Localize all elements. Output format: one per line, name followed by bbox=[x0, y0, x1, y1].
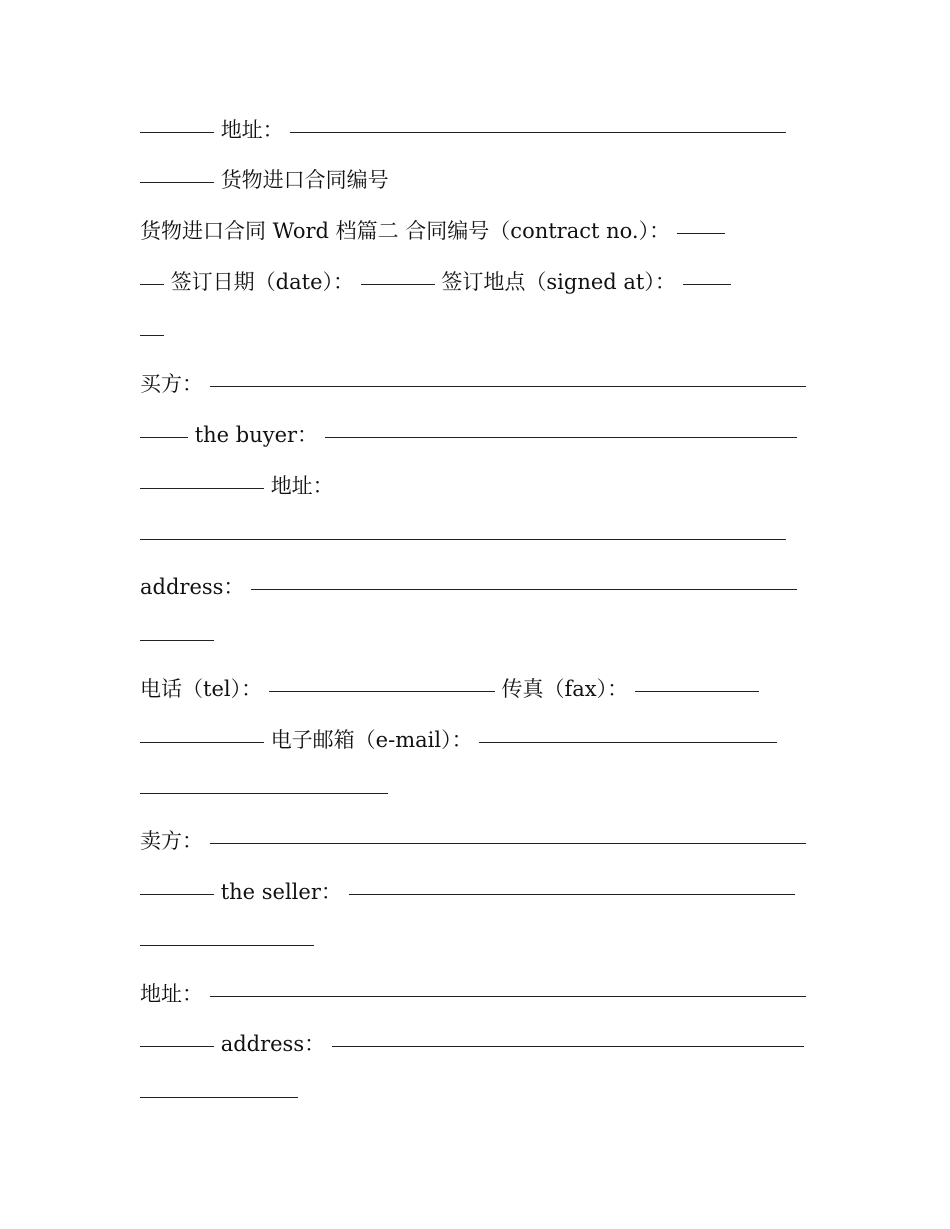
buyer-address-en-field-continued[interactable] bbox=[140, 639, 214, 641]
seller-field[interactable] bbox=[210, 842, 806, 844]
buyer-address-en-label: address： bbox=[140, 575, 245, 599]
buyer-field-continued[interactable] bbox=[140, 436, 188, 438]
signed-at-field-continued[interactable] bbox=[140, 334, 164, 336]
blank-field[interactable] bbox=[140, 181, 214, 183]
address-field[interactable] bbox=[290, 131, 786, 133]
contract-number-label: 货物进口合同 Word 档篇二 合同编号（contract no.）： bbox=[140, 219, 671, 243]
the-buyer-line bbox=[140, 415, 797, 455]
signed-at-continued-line bbox=[140, 313, 164, 353]
date-label: 签订日期（date）： bbox=[170, 270, 355, 294]
fax-field[interactable] bbox=[635, 690, 759, 692]
buyer-label: 买方： bbox=[140, 372, 203, 396]
seller-line bbox=[140, 821, 806, 861]
the-buyer-field[interactable] bbox=[325, 436, 797, 438]
buyer-address-en-continued-line bbox=[140, 618, 214, 658]
buyer-address-en-field[interactable] bbox=[251, 588, 797, 590]
contract-number-field[interactable] bbox=[677, 232, 725, 234]
fax-label: 传真（fax）： bbox=[501, 677, 629, 701]
the-seller-field-continued[interactable] bbox=[140, 944, 314, 946]
the-seller-line bbox=[140, 872, 795, 912]
seller-label: 卖方： bbox=[140, 829, 203, 853]
address-line-1 bbox=[140, 110, 786, 150]
the-seller-field[interactable] bbox=[349, 893, 795, 895]
email-label: 电子邮箱（e-mail）： bbox=[270, 728, 473, 752]
date-field[interactable] bbox=[361, 283, 435, 285]
fax-field-continued[interactable] bbox=[140, 741, 264, 743]
tel-fax-line bbox=[140, 669, 759, 709]
tel-field[interactable] bbox=[269, 690, 495, 692]
seller-address-en-label: address： bbox=[220, 1032, 326, 1056]
seller-address-field[interactable] bbox=[210, 995, 806, 997]
buyer-field[interactable] bbox=[210, 385, 806, 387]
email-line bbox=[140, 720, 777, 760]
email-field-continued[interactable] bbox=[140, 792, 388, 794]
contract-number-line bbox=[140, 211, 725, 251]
date-place-line bbox=[140, 262, 731, 302]
contract-number-field-continued[interactable] bbox=[140, 283, 164, 285]
seller-address-en-field-continued[interactable] bbox=[140, 1096, 298, 1098]
the-seller-label: the seller： bbox=[220, 880, 342, 904]
buyer-address-blank-line bbox=[140, 517, 786, 557]
buyer-address-field[interactable] bbox=[140, 538, 786, 540]
email-field[interactable] bbox=[479, 741, 777, 743]
buyer-address-line bbox=[140, 466, 334, 506]
the-seller-continued-line bbox=[140, 923, 314, 963]
the-buyer-label: the buyer： bbox=[194, 423, 319, 447]
seller-address-line bbox=[140, 974, 806, 1014]
seller-address-label: 地址： bbox=[140, 982, 203, 1006]
blank-field[interactable] bbox=[140, 131, 214, 133]
buyer-line bbox=[140, 364, 806, 404]
address-label: 地址： bbox=[220, 118, 284, 142]
seller-address-en-line bbox=[140, 1024, 804, 1064]
buyer-address-label: 地址： bbox=[270, 474, 334, 498]
email-continued-line bbox=[140, 771, 388, 811]
tel-label: 电话（tel）： bbox=[140, 677, 263, 701]
seller-address-field-continued[interactable] bbox=[140, 1045, 214, 1047]
seller-field-continued[interactable] bbox=[140, 893, 214, 895]
the-buyer-field-continued[interactable] bbox=[140, 487, 264, 489]
seller-address-en-field[interactable] bbox=[332, 1045, 804, 1047]
signed-at-field[interactable] bbox=[683, 283, 731, 285]
contract-title-label: 货物进口合同编号 bbox=[220, 168, 389, 192]
buyer-address-en-line bbox=[140, 567, 797, 607]
seller-address-en-continued-line bbox=[140, 1075, 298, 1115]
contract-title-line bbox=[140, 160, 389, 200]
signed-at-label: 签订地点（signed at）： bbox=[441, 270, 676, 294]
